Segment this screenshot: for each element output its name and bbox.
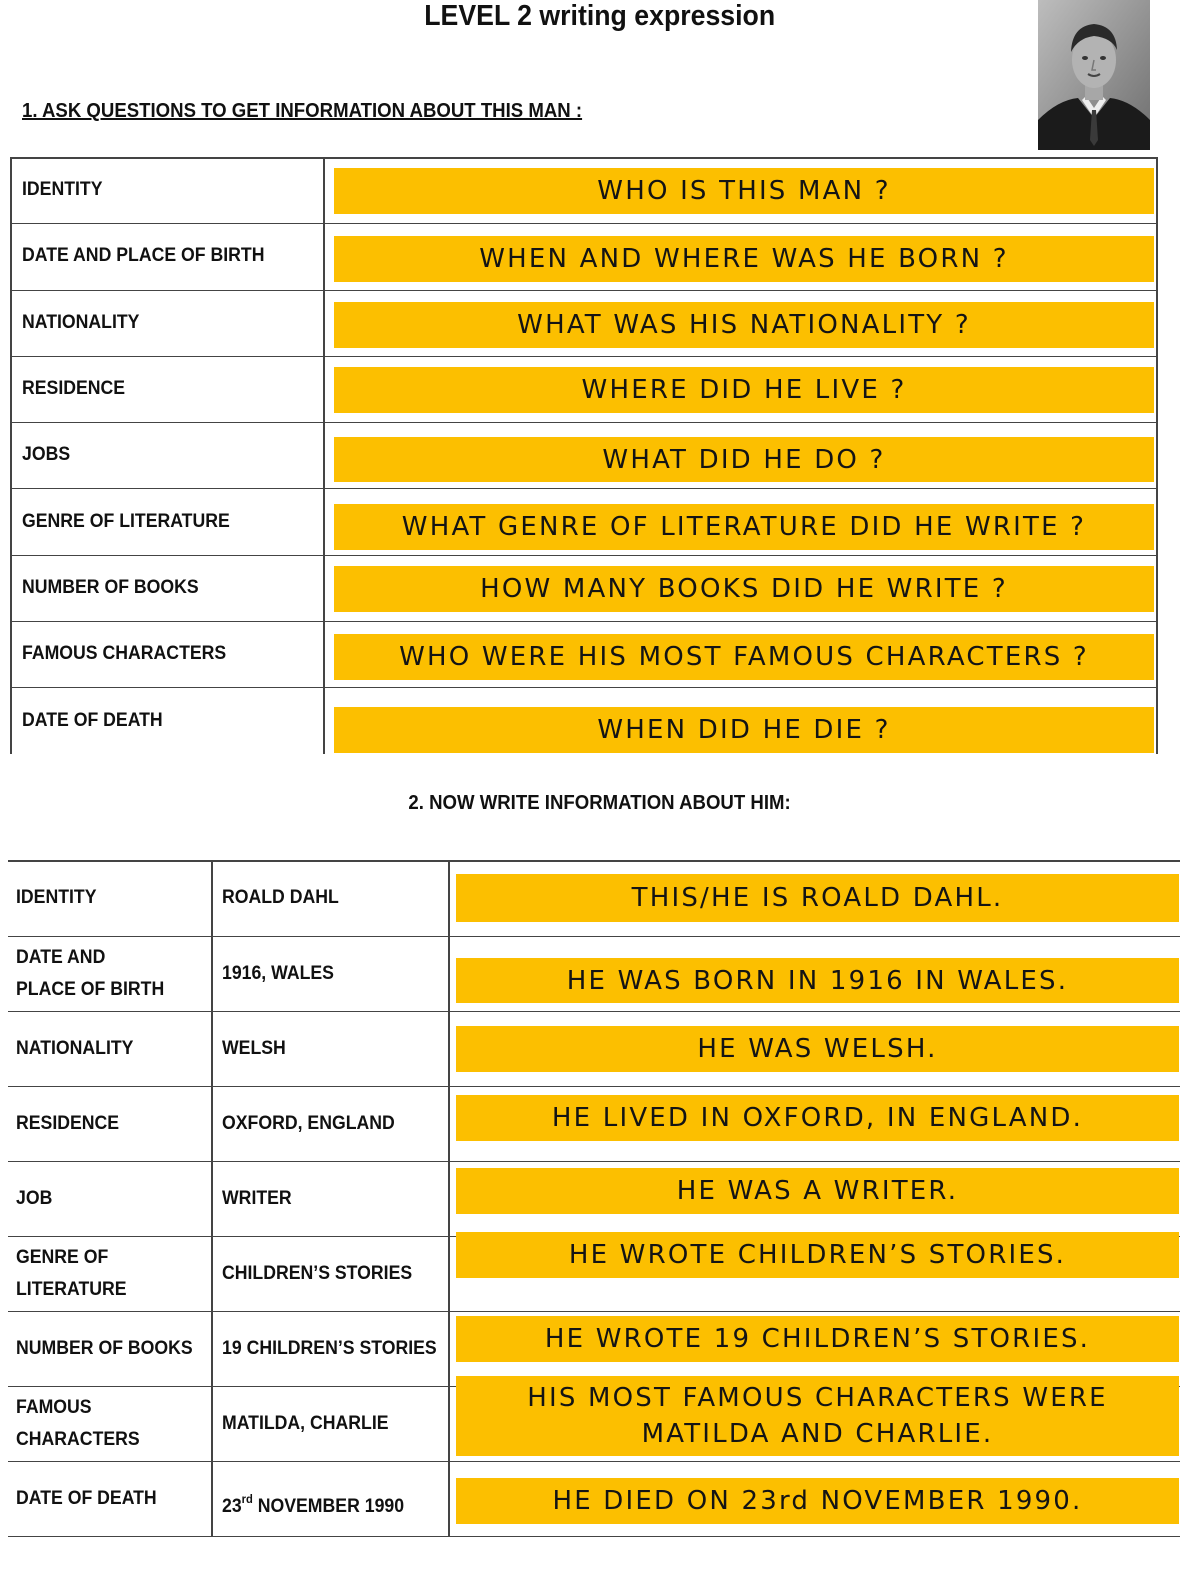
info-day: 23 [222,1495,242,1517]
portrait-photo [1038,0,1150,150]
info-value: OXFORD, ENGLAND [222,1112,395,1134]
answer-text: HE WAS BORN IN 1916 IN WALES. [566,965,1069,996]
row-label [16,942,164,1006]
question-answer-box [334,168,1154,214]
info-value: CHILDREN’S STORIES [222,1262,413,1284]
question-answer-box [334,437,1154,482]
answer-text: HE DIED ON 23rd NOVEMBER 1990. [552,1486,1083,1516]
table1-column-divider [1156,157,1158,754]
row-label [16,882,97,914]
question-text: WHAT DID HE DO ? [602,444,886,475]
row-label: DATE AND PLACE OF BIRTH [22,245,265,267]
answer-text: HE WAS WELSH. [697,1034,938,1064]
page-title [0,0,1200,33]
info-value: 1916, WALES [222,962,334,984]
section1-heading: 1. ASK QUESTIONS TO GET INFORMATION ABOUT THIS MAN : [22,100,583,122]
info-value: 19 CHILDREN’S STORIES [222,1337,437,1359]
row-label [16,1033,133,1065]
answer-box [456,874,1179,922]
question-text: WHEN DID HE DIE ? [597,715,891,745]
info-value: ROALD DAHL [222,887,339,908]
row-label: JOBS [22,444,71,466]
row-label: IDENTITY [22,179,103,201]
answer-text: HIS MOST FAMOUS CHARACTERS WERE [527,1383,1108,1413]
row-label-line: NATIONALITY [16,1037,134,1059]
row-label-line: JOB [16,1187,53,1209]
info-value: WRITER [222,1187,292,1209]
question-answer-box [334,504,1154,550]
row-label-line: DATE OF DEATH [16,1487,157,1509]
question-text: WHAT GENRE OF LITERATURE DID HE WRITE ? [401,512,1087,542]
row-label-line: PLACE OF BIRTH [16,978,165,1000]
row-label: DATE OF DEATH [22,709,163,731]
info-value [222,1483,404,1523]
row-label: GENRE OF LITERATURE [22,510,230,532]
question-answer-box [334,367,1154,413]
row-label: NUMBER OF BOOKS [22,576,199,598]
question-answer-box [334,707,1154,753]
question-text: WHEN AND WHERE WAS HE BORN ? [479,244,1009,274]
info-rest: NOVEMBER 1990 [252,1495,405,1517]
question-text: WHERE DID HE LIVE ? [581,375,907,405]
row-label-line: NUMBER OF BOOKS [16,1337,193,1359]
row-label [16,1183,52,1215]
row-label-line: IDENTITY [16,887,97,908]
page-title-text: LEVEL 2 writing expression [424,0,776,32]
question-text: WHAT WAS HIS NATIONALITY ? [517,310,971,340]
row-label [16,1483,157,1515]
answer-box [456,958,1179,1003]
row-label: RESIDENCE [22,378,126,400]
answer-box [456,1478,1179,1524]
row-label-line: LITERATURE [16,1278,127,1300]
info-value: WELSH [222,1037,286,1059]
answer-box [456,1232,1179,1278]
row-label [16,1242,127,1306]
row-label: FAMOUS CHARACTERS [22,643,227,665]
row-label: NATIONALITY [22,311,140,333]
answer-text: HE WROTE 19 CHILDREN’S STORIES. [544,1324,1091,1354]
question-answer-box [334,302,1154,348]
answer-text: MATILDA AND CHARLIE. [641,1419,994,1449]
row-label-line: DATE AND [16,946,106,968]
row-label-line: RESIDENCE [16,1112,120,1134]
question-answer-box [334,634,1154,680]
answer-box [456,1026,1179,1072]
question-answer-box [334,566,1154,612]
answer-box [456,1168,1179,1214]
answer-box [456,1316,1179,1362]
row-label [16,1392,140,1456]
answer-text: HE LIVED IN OXFORD, IN ENGLAND. [551,1103,1084,1133]
section2-heading [0,792,1200,815]
question-answer-box [334,236,1154,282]
answer-box [456,1095,1179,1141]
question-text: WHO WERE HIS MOST FAMOUS CHARACTERS ? [399,642,1089,672]
row-label-line: GENRE OF [16,1246,109,1268]
question-text: HOW MANY BOOKS DID HE WRITE ? [480,574,1008,604]
info-day-suffix: rd [241,1491,253,1506]
answer-text: HE WROTE CHILDREN’S STORIES. [568,1240,1067,1270]
section2-heading-text: 2. NOW WRITE INFORMATION ABOUT HIM: [408,792,792,814]
question-text: WHO IS THIS MAN ? [597,176,891,206]
row-label [16,1333,193,1365]
row-label-line: CHARACTERS [16,1428,140,1450]
portrait-illustration [1038,0,1150,150]
row-label-line: FAMOUS [16,1396,92,1418]
answer-text: THIS/HE IS ROALD DAHL. [631,883,1004,913]
answer-box [456,1376,1179,1456]
info-value: MATILDA, CHARLIE [222,1412,389,1434]
row-label [16,1108,119,1140]
answer-text: HE WAS A WRITER. [676,1176,959,1206]
